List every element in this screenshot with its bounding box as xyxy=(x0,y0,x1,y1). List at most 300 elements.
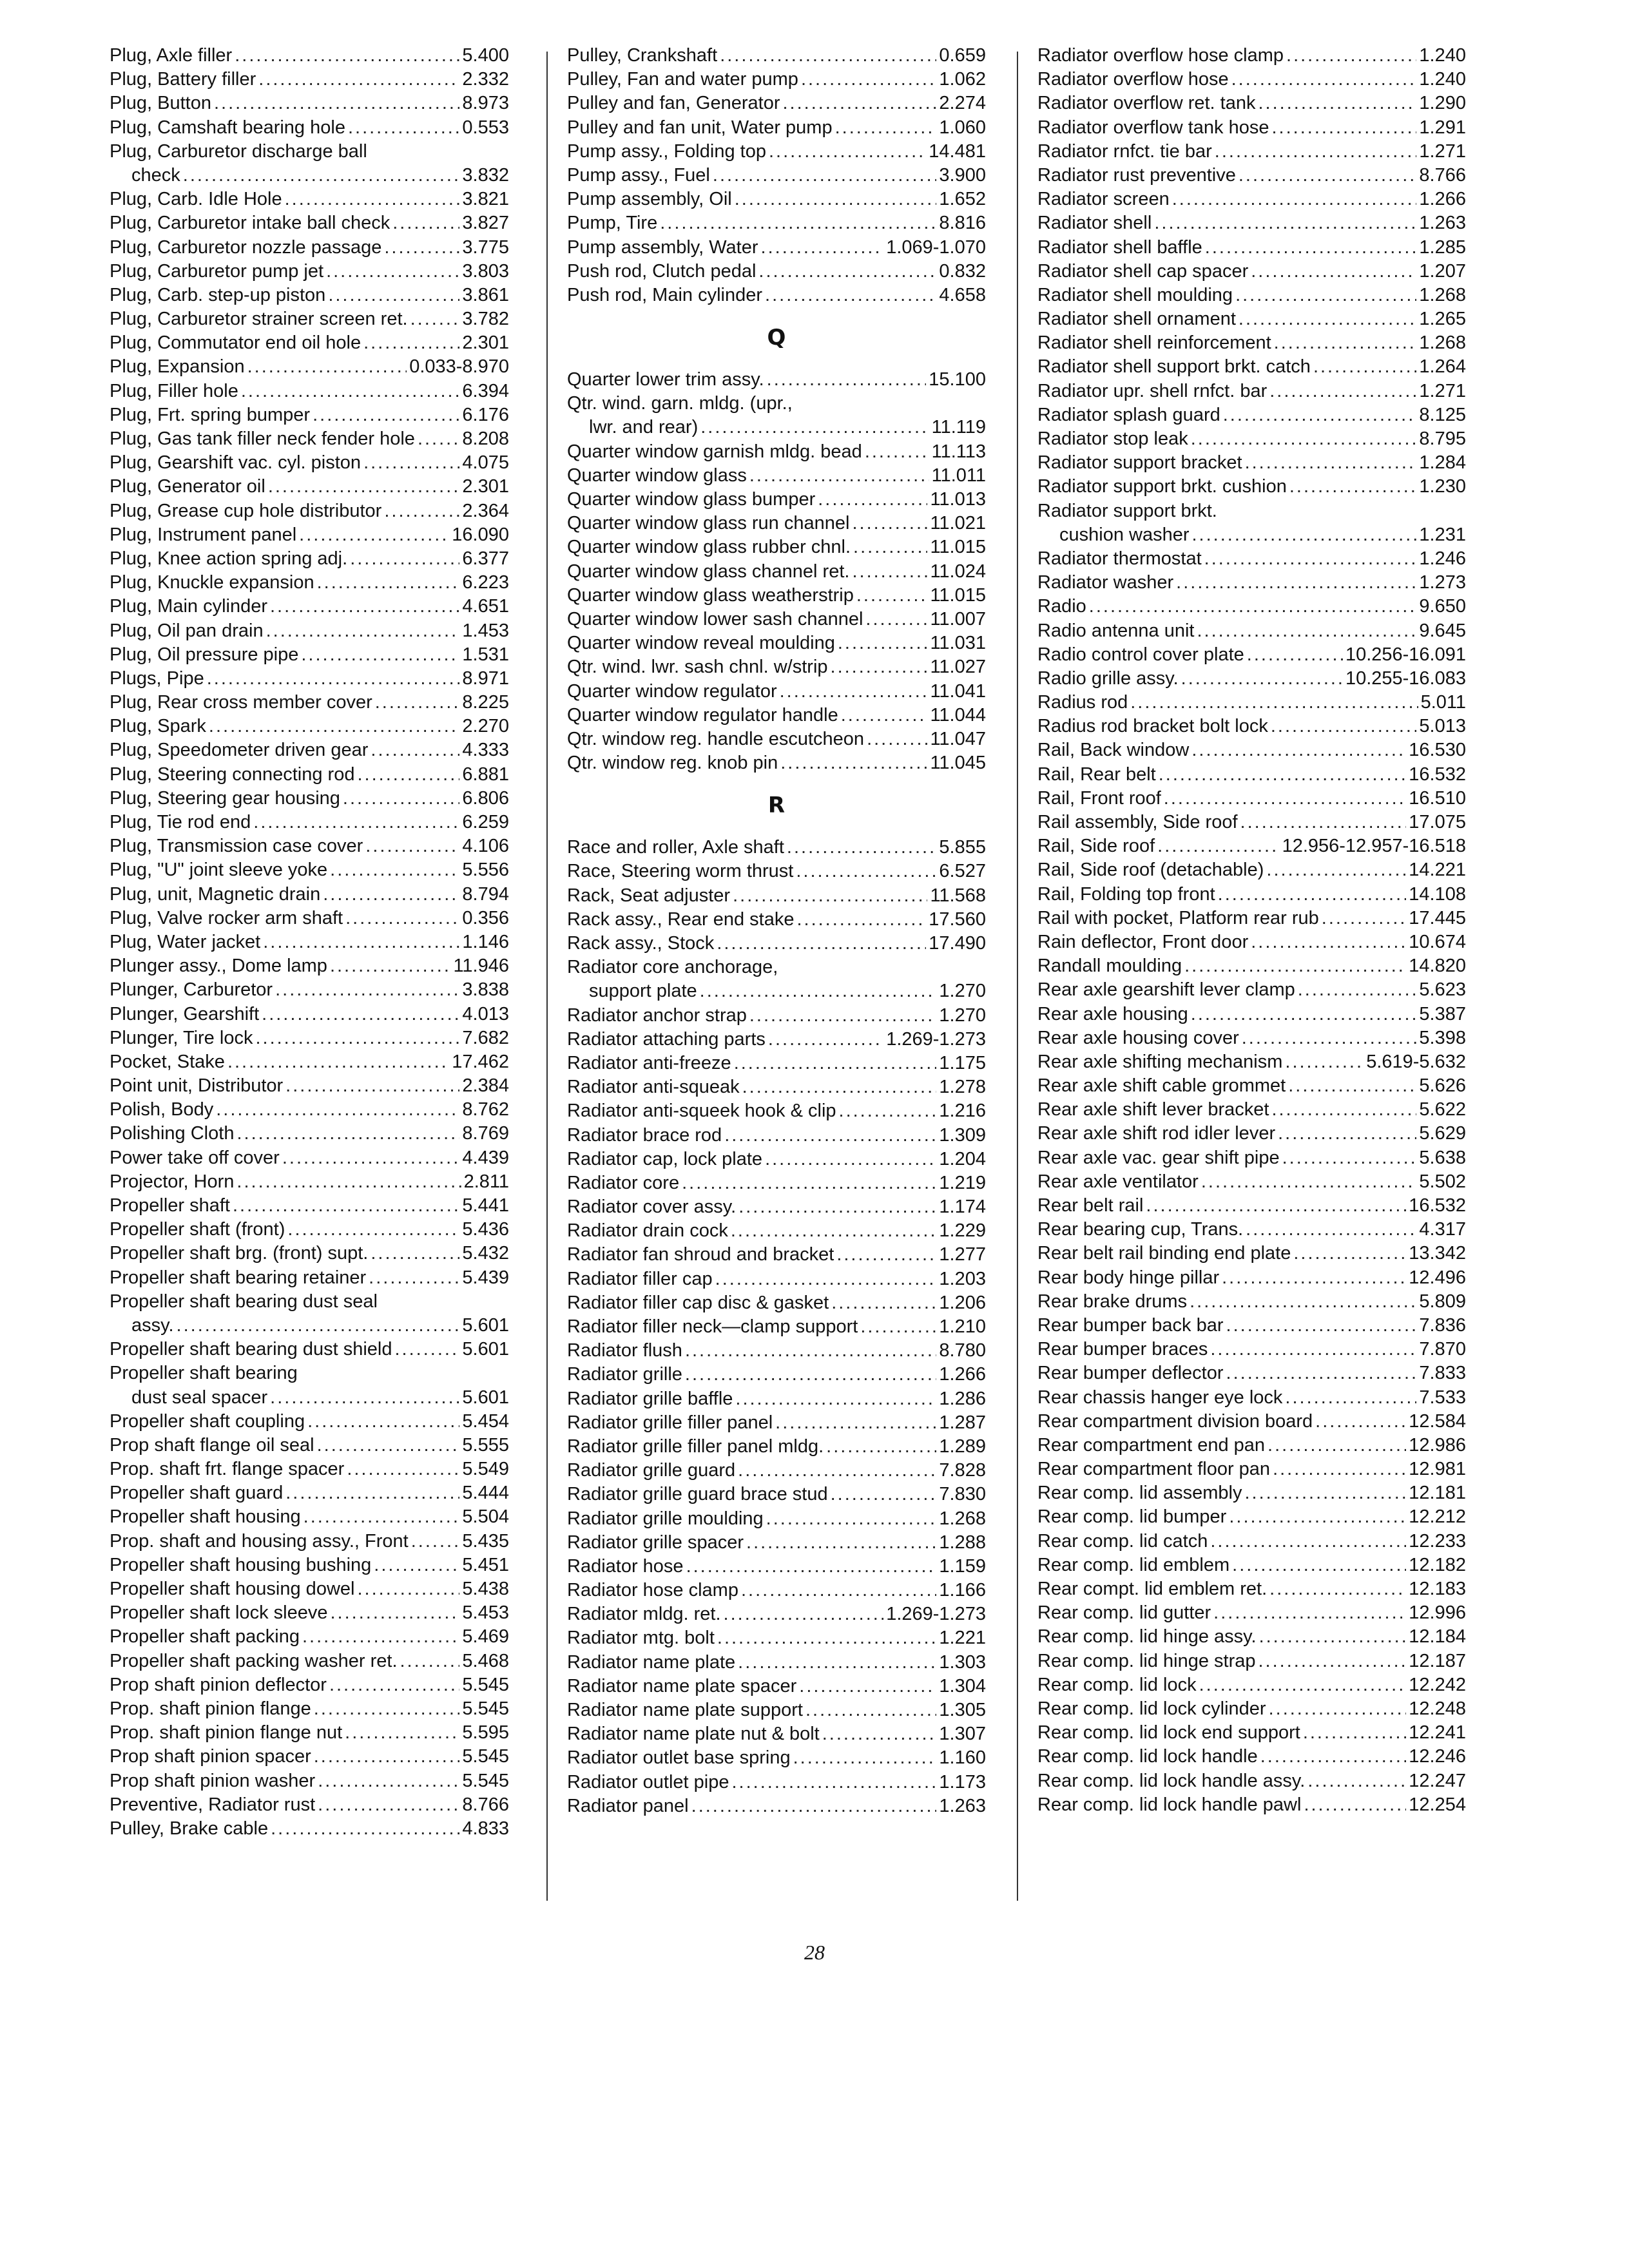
column-divider xyxy=(546,52,548,1901)
index-entry xyxy=(110,475,509,499)
index-entry xyxy=(1037,164,1466,187)
dot-leader xyxy=(841,704,928,727)
dot-leader xyxy=(717,932,926,956)
index-entry xyxy=(1037,44,1466,68)
dot-leader xyxy=(369,1266,459,1290)
dot-leader xyxy=(1222,1266,1406,1290)
entry-page: 1.268 xyxy=(1419,332,1466,354)
entry-page: 1.230 xyxy=(1419,476,1466,497)
dot-leader xyxy=(867,727,927,751)
index-entry xyxy=(110,1625,509,1649)
index-entry xyxy=(110,619,509,643)
dot-leader xyxy=(1210,1338,1416,1361)
entry-page: 12.246 xyxy=(1409,1746,1466,1767)
dot-leader xyxy=(826,1435,936,1459)
entry-name: Radiator rnfct. tie bar xyxy=(1037,140,1212,162)
entry-name: Quarter window glass channel ret. xyxy=(567,561,850,582)
dot-leader xyxy=(741,1579,936,1602)
entry-page: 1.160 xyxy=(939,1747,986,1769)
entry-name: Radiator support brkt. xyxy=(1037,500,1217,521)
index-entry xyxy=(1037,883,1466,907)
index-entry xyxy=(1037,1457,1466,1481)
entry-page: 11.024 xyxy=(930,561,986,582)
entry-name: Radiator upr. shell rnfct. bar xyxy=(1037,380,1268,401)
index-entry xyxy=(110,1721,509,1745)
entry-name: Radiator grille xyxy=(567,1364,682,1385)
dot-leader xyxy=(713,164,937,187)
index-entry xyxy=(110,1003,509,1026)
index-entry xyxy=(110,523,509,547)
index-entry xyxy=(110,1410,509,1434)
index-entry xyxy=(567,1004,986,1028)
dot-leader xyxy=(285,1481,459,1505)
entry-page: 5.469 xyxy=(462,1626,509,1648)
entry-page: 5.432 xyxy=(462,1243,509,1264)
dot-leader xyxy=(410,307,460,331)
index-entry xyxy=(110,667,509,691)
index-entry xyxy=(1037,715,1466,738)
entry-name: cushion washer xyxy=(1059,524,1190,545)
index-entry xyxy=(110,1745,509,1769)
entry-name: Plug, Gas tank filler neck fender hole xyxy=(110,428,415,449)
index-entry xyxy=(567,1195,986,1219)
index-entry xyxy=(567,655,986,679)
dot-leader xyxy=(347,1457,459,1481)
dot-leader xyxy=(1201,1170,1417,1194)
dot-leader xyxy=(287,1218,459,1242)
entry-name: Rear bearing cup, Trans. xyxy=(1037,1219,1244,1240)
entry-name: Polish, Body xyxy=(110,1099,214,1120)
dot-leader xyxy=(838,631,928,655)
dot-leader xyxy=(375,691,460,715)
entry-page: 0.832 xyxy=(939,260,986,282)
index-entry xyxy=(1037,595,1466,619)
entry-page: 5.444 xyxy=(462,1483,509,1504)
index-entry xyxy=(567,1243,986,1267)
entry-name: Plunger, Tire lock xyxy=(110,1027,253,1048)
entry-page: 1.290 xyxy=(1419,93,1466,114)
entry-page: 1.069-1.070 xyxy=(886,236,986,258)
dot-leader xyxy=(177,1314,460,1338)
entry-page: 8.816 xyxy=(939,213,986,234)
entry-page: 1.531 xyxy=(462,644,509,665)
dot-leader xyxy=(1315,1410,1406,1434)
entry-page: 11.013 xyxy=(930,489,986,510)
dot-leader xyxy=(769,140,926,164)
index-entry xyxy=(1037,1338,1466,1361)
entry-page: 5.809 xyxy=(1419,1291,1466,1312)
entry-name: Radiator cap, lock plate xyxy=(567,1148,763,1169)
entry-name: Rail, Folding top front xyxy=(1037,883,1215,905)
entry-name: Radiator mldg. ret. xyxy=(567,1604,721,1625)
entry-name: Rear comp. lid hinge assy. xyxy=(1037,1626,1257,1648)
dot-leader xyxy=(1298,978,1417,1002)
dot-leader xyxy=(1245,451,1417,475)
entry-page: 7.836 xyxy=(1419,1314,1466,1336)
index-entry xyxy=(567,1315,986,1339)
dot-leader xyxy=(262,1003,459,1026)
index-entry xyxy=(1037,475,1466,499)
entry-name: Plug, Knuckle expansion xyxy=(110,572,314,593)
dot-leader xyxy=(715,1267,937,1291)
entry-page: 5.387 xyxy=(1419,1003,1466,1024)
entry-page: 8.225 xyxy=(462,692,509,713)
dot-leader xyxy=(236,1122,459,1146)
index-entry xyxy=(1037,499,1466,523)
entry-page: 4.106 xyxy=(462,836,509,857)
index-entry xyxy=(110,1553,509,1577)
index-entry xyxy=(1037,284,1466,307)
dot-leader xyxy=(1269,380,1416,403)
index-entry xyxy=(110,1769,509,1793)
entry-page: 12.212 xyxy=(1409,1506,1466,1528)
index-entry xyxy=(1037,307,1466,331)
column-divider xyxy=(1017,52,1018,1901)
dot-leader xyxy=(801,68,936,91)
entry-name: Rear comp. lid gutter xyxy=(1037,1602,1211,1624)
dot-leader xyxy=(1190,1290,1416,1314)
index-entry xyxy=(567,1339,986,1363)
entry-page: 5.441 xyxy=(462,1195,509,1216)
entry-name: Plug, Steering gear housing xyxy=(110,787,340,809)
entry-name: Radiator shell moulding xyxy=(1037,284,1233,305)
index-entry xyxy=(110,811,509,834)
entry-name: Rail, Back window xyxy=(1037,740,1190,761)
index-entry xyxy=(1037,811,1466,834)
entry-name: Propeller shaft housing bushing xyxy=(110,1554,372,1575)
entry-page: 1.453 xyxy=(462,620,509,641)
dot-leader xyxy=(1191,1003,1417,1026)
entry-name: Rear axle housing cover xyxy=(1037,1027,1239,1048)
entry-name: Radiator grille filler panel mldg. xyxy=(567,1436,824,1457)
dot-leader xyxy=(1313,355,1416,379)
index-entry xyxy=(1037,1098,1466,1122)
index-entry xyxy=(110,883,509,907)
index-entry xyxy=(1037,1218,1466,1242)
entry-name: Power take off cover xyxy=(110,1147,280,1168)
entry-page: 14.820 xyxy=(1409,956,1466,977)
entry-name: Rear comp. lid lock handle pawl xyxy=(1037,1794,1302,1815)
index-entry xyxy=(110,1098,509,1122)
dot-leader xyxy=(1245,1481,1407,1505)
entry-name: Plug, Expansion xyxy=(110,356,245,378)
index-entry xyxy=(567,512,986,535)
index-entry xyxy=(567,488,986,512)
entry-page: 6.394 xyxy=(462,380,509,401)
entry-name: Radiator screen xyxy=(1037,189,1170,210)
index-entry xyxy=(1037,1122,1466,1146)
entry-page: 6.881 xyxy=(462,764,509,785)
entry-page: 5.545 xyxy=(462,1674,509,1695)
entry-name: Radiator overflow ret. tank xyxy=(1037,93,1256,114)
entry-page: 1.271 xyxy=(1419,380,1466,401)
dot-leader xyxy=(350,547,459,571)
index-entry xyxy=(567,44,986,68)
entry-name: Rear comp. lid assembly xyxy=(1037,1483,1242,1504)
entry-name: Plug, Camshaft bearing hole xyxy=(110,117,345,138)
dot-leader xyxy=(735,187,937,211)
index-entry xyxy=(567,1148,986,1171)
entry-name: Rear axle ventilator xyxy=(1037,1171,1199,1192)
entry-page: 2.301 xyxy=(462,476,509,497)
index-entry xyxy=(567,1267,986,1291)
dot-leader xyxy=(357,1577,459,1601)
entry-name: Radiator panel xyxy=(567,1795,689,1816)
entry-page: 11.015 xyxy=(930,537,986,558)
entry-name: Rear axle housing xyxy=(1037,1003,1188,1024)
entry-page: 2.364 xyxy=(462,500,509,521)
index-entry xyxy=(1037,1434,1466,1457)
entry-page: 5.438 xyxy=(462,1579,509,1599)
entry-name: Radiator filler neck—clamp support xyxy=(567,1316,858,1337)
entry-page: 3.861 xyxy=(462,284,509,305)
entry-page: 1.268 xyxy=(939,1508,986,1529)
entry-name: Plug, Spark xyxy=(110,716,206,737)
entry-name: Radiator mtg. bolt xyxy=(567,1628,715,1649)
entry-name: Propeller shaft guard xyxy=(110,1483,284,1504)
index-entry xyxy=(567,1507,986,1531)
dot-leader xyxy=(270,1386,459,1410)
entry-name: Rain deflector, Front door xyxy=(1037,931,1249,952)
entry-name: Rear axle gearshift lever clamp xyxy=(1037,979,1295,1001)
entry-page: 1.263 xyxy=(939,1795,986,1816)
entry-name: Plug, Commutator end oil hole xyxy=(110,332,361,354)
index-entry xyxy=(1037,619,1466,643)
entry-name: Propeller shaft bearing retainer xyxy=(110,1267,367,1288)
entry-page: 2.270 xyxy=(462,716,509,737)
dot-leader xyxy=(686,1555,937,1579)
index-entry xyxy=(1037,1721,1466,1745)
entry-page: 5.545 xyxy=(462,1770,509,1791)
index-entry xyxy=(567,1052,986,1075)
index-entry xyxy=(110,1505,509,1529)
dot-leader xyxy=(1172,187,1417,211)
index-entry xyxy=(567,956,986,979)
dot-leader xyxy=(839,1099,937,1123)
entry-name: Rear comp. lid catch xyxy=(1037,1530,1208,1552)
entry-page: 17.462 xyxy=(452,1051,509,1072)
dot-leader xyxy=(227,1050,449,1074)
index-entry xyxy=(567,116,986,140)
entry-page: 1.273 xyxy=(1419,572,1466,593)
entry-page: 4.075 xyxy=(462,452,509,474)
dot-leader xyxy=(831,655,928,679)
entry-name: Plunger, Carburetor xyxy=(110,979,273,1001)
index-entry xyxy=(1037,1553,1466,1577)
entry-name: Prop. shaft and housing assy., Front xyxy=(110,1530,409,1552)
dot-leader xyxy=(720,44,936,68)
entry-name: Plug, Grease cup hole distributor xyxy=(110,500,382,521)
entry-name: Plug, Axle filler xyxy=(110,45,233,66)
entry-page: 5.638 xyxy=(1419,1147,1466,1168)
index-entry xyxy=(567,1099,986,1123)
index-entry xyxy=(110,1530,509,1553)
dot-leader xyxy=(767,368,927,392)
dot-leader xyxy=(856,584,928,608)
entry-name: Radiator overflow hose clamp xyxy=(1037,45,1284,66)
entry-name: Rear chassis hanger eye lock xyxy=(1037,1387,1283,1408)
entry-page: 4.439 xyxy=(462,1147,509,1168)
entry-page: 4.333 xyxy=(462,740,509,761)
index-entry xyxy=(567,1291,986,1315)
entry-name: Rear bumper braces xyxy=(1037,1339,1208,1360)
dot-leader xyxy=(302,1625,459,1649)
entry-page: 5.454 xyxy=(462,1410,509,1432)
index-entry xyxy=(1037,1266,1466,1290)
entry-page: 1.060 xyxy=(939,117,986,138)
index-entry xyxy=(567,1459,986,1483)
entry-page: 6.176 xyxy=(462,404,509,425)
entry-name: Plug, Oil pressure pipe xyxy=(110,644,299,665)
entry-name: Rear belt rail binding end plate xyxy=(1037,1243,1291,1264)
entry-name: Propeller shaft bearing xyxy=(110,1363,298,1384)
entry-page: 1.173 xyxy=(939,1771,986,1792)
entry-page: 4.651 xyxy=(462,596,509,617)
dot-leader xyxy=(700,416,929,439)
dot-leader xyxy=(374,1553,459,1577)
dot-leader xyxy=(1226,1314,1417,1338)
dot-leader xyxy=(796,860,936,883)
entry-page: 3.803 xyxy=(462,260,509,282)
index-entry xyxy=(1037,1361,1466,1385)
index-entry xyxy=(1037,427,1466,451)
dot-leader xyxy=(1273,1457,1406,1481)
index-entry xyxy=(1037,571,1466,595)
entry-page: 7.870 xyxy=(1419,1339,1466,1360)
dot-leader xyxy=(822,1722,937,1746)
entry-name: Plug, Carburetor pump jet xyxy=(110,260,324,282)
dot-leader xyxy=(742,1075,937,1099)
entry-name: Qtr. window reg. handle escutcheon xyxy=(567,728,865,749)
dot-leader xyxy=(1146,1194,1406,1218)
dot-leader xyxy=(749,1004,937,1028)
index-entry xyxy=(567,884,986,908)
dot-leader xyxy=(1269,1697,1407,1721)
entry-page: 5.439 xyxy=(462,1267,509,1288)
dot-leader xyxy=(831,1291,936,1315)
index-entry xyxy=(567,751,986,775)
entry-page: 5.436 xyxy=(462,1219,509,1240)
index-entry xyxy=(567,1651,986,1675)
entry-page: 4.833 xyxy=(462,1818,509,1839)
entry-name: Rear comp. lid lock cylinder xyxy=(1037,1698,1266,1719)
dot-leader xyxy=(326,260,459,284)
entry-page: 2.811 xyxy=(463,1171,509,1192)
index-entry xyxy=(1037,187,1466,211)
entry-page: 5.398 xyxy=(1419,1027,1466,1048)
entry-name: Prop shaft pinion deflector xyxy=(110,1674,327,1695)
dot-leader xyxy=(738,1195,936,1219)
entry-name: Push rod, Clutch pedal xyxy=(567,260,757,282)
index-entry xyxy=(1037,1673,1466,1697)
dot-leader xyxy=(285,1074,459,1098)
dot-leader xyxy=(1231,68,1417,91)
entry-name: Radio antenna unit xyxy=(1037,620,1195,641)
entry-page: 14.481 xyxy=(929,140,986,162)
entry-page: 10.255-16.083 xyxy=(1345,668,1466,689)
entry-page: 11.011 xyxy=(931,465,986,486)
dot-leader xyxy=(1285,1050,1364,1074)
index-entry xyxy=(1037,978,1466,1002)
page-number: 28 xyxy=(804,1941,825,1964)
entry-name: Rear body hinge pillar xyxy=(1037,1267,1220,1288)
dot-leader xyxy=(253,811,459,834)
dot-leader xyxy=(717,1626,937,1650)
index-entry xyxy=(1037,1410,1466,1434)
dot-leader xyxy=(1251,930,1406,954)
entry-name: Plug, Carburetor intake ball check xyxy=(110,213,390,234)
dot-leader xyxy=(780,751,927,775)
index-entry xyxy=(110,1026,509,1050)
entry-name: Radius rod bracket bolt lock xyxy=(1037,716,1268,737)
entry-page: 11.007 xyxy=(930,608,986,629)
index-column-1 xyxy=(110,44,509,1841)
dot-leader xyxy=(1288,1074,1416,1098)
entry-page: 1.270 xyxy=(939,981,986,1002)
entry-name: Pump assy., Folding top xyxy=(567,140,766,162)
entry-name: Polishing Cloth xyxy=(110,1123,235,1144)
entry-name: Propeller shaft lock sleeve xyxy=(110,1602,328,1624)
entry-name: Rear belt rail xyxy=(1037,1195,1144,1216)
index-entry xyxy=(567,560,986,584)
index-entry xyxy=(110,1817,509,1841)
dot-leader xyxy=(1210,1530,1406,1553)
entry-page: 11.047 xyxy=(930,728,986,749)
entry-page: 17.560 xyxy=(929,908,986,930)
entry-page: 7.830 xyxy=(939,1484,986,1505)
index-entry xyxy=(1037,1481,1466,1505)
entry-page: 1.264 xyxy=(1419,356,1466,378)
index-entry xyxy=(110,236,509,260)
index-entry xyxy=(110,643,509,667)
entry-page: 1.240 xyxy=(1419,45,1466,66)
entry-page: 12.182 xyxy=(1409,1554,1466,1575)
entry-name: Rear comp. lid emblem xyxy=(1037,1554,1230,1575)
dot-leader xyxy=(1247,643,1343,667)
index-entry xyxy=(110,1074,509,1098)
entry-name: Radiator grille baffle xyxy=(567,1388,733,1409)
index-entry xyxy=(567,1411,986,1435)
entry-name: Radiator thermostat xyxy=(1037,548,1202,569)
entry-page: 12.981 xyxy=(1409,1459,1466,1480)
entry-name: Quarter window glass rubber chnl. xyxy=(567,537,851,558)
entry-page: 1.278 xyxy=(939,1077,986,1098)
dot-leader xyxy=(314,1745,460,1769)
entry-name: Pulley, Fan and water pump xyxy=(567,69,798,90)
index-entry xyxy=(110,930,509,954)
entry-name: Plug, Rear cross member cover xyxy=(110,692,372,713)
index-entry xyxy=(110,1697,509,1721)
dot-leader xyxy=(1199,1673,1407,1697)
index-entry xyxy=(567,1555,986,1579)
entry-page: 1.309 xyxy=(939,1124,986,1146)
entry-name: Pump assembly, Water xyxy=(567,236,758,258)
index-entry xyxy=(110,763,509,787)
dot-leader xyxy=(247,355,407,379)
entry-page: 1.229 xyxy=(939,1220,986,1242)
index-entry xyxy=(567,91,986,115)
dot-leader xyxy=(1271,1098,1416,1122)
dot-leader xyxy=(345,907,459,930)
index-entry xyxy=(110,571,509,595)
entry-name: Radiator splash guard xyxy=(1037,404,1220,425)
index-entry xyxy=(567,1675,986,1698)
dot-leader xyxy=(836,1243,936,1267)
index-entry xyxy=(110,715,509,738)
dot-leader xyxy=(323,883,459,907)
index-entry xyxy=(567,1579,986,1602)
entry-page: 7.833 xyxy=(1419,1363,1466,1384)
